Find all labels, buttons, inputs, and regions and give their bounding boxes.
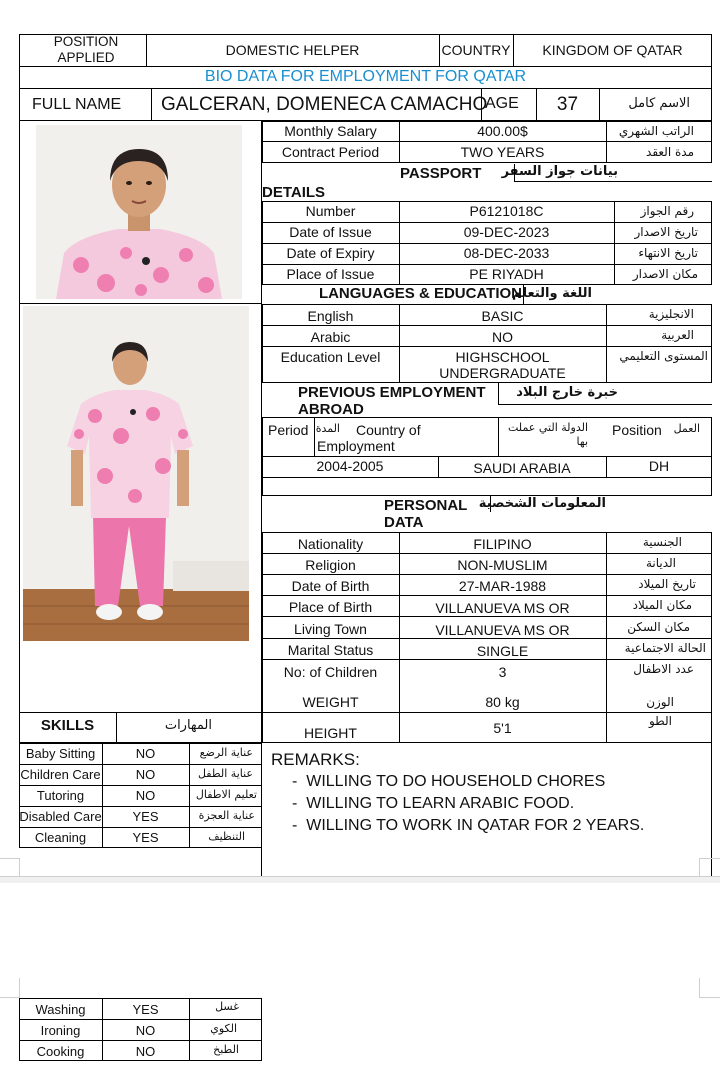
remarks-title: REMARKS:	[271, 750, 360, 769]
languages-title: LANGUAGES & EDUCATION	[318, 285, 522, 302]
remarks-bullet: -	[292, 773, 307, 790]
remarks-bullet: -	[292, 795, 307, 812]
marital-status-ar: الحالة الاجتماعية	[624, 641, 706, 655]
employment-col-period: Period	[268, 422, 309, 438]
skill-children-care-ar: عناية الطفل	[197, 767, 253, 780]
personal-title: PERSONAL DATA	[384, 497, 468, 531]
english-ar: الانجليزية	[648, 307, 694, 321]
weight-label: WEIGHT	[302, 694, 359, 710]
religion-ar: الديانة	[645, 556, 676, 570]
employment-col-country-ar: الدولة التي عملت بها	[508, 421, 588, 448]
period-ar: مدة العقد	[646, 145, 694, 159]
skill-cleaning-ar: التنظيف	[208, 830, 245, 843]
skill-tutoring-value: NO	[135, 788, 156, 803]
expiry-date-ar: تاريخ الانتهاء	[638, 246, 698, 260]
page-gap	[0, 877, 720, 883]
skill-washing-ar: غسل	[215, 1000, 239, 1013]
languages-title-ar: اللغة والتعلم	[512, 286, 592, 301]
skill-disabled-care-label: Disabled Care	[19, 809, 102, 824]
employment-col-period-ar: المدة	[315, 422, 340, 435]
skill-children-care-label: Children Care	[20, 767, 101, 782]
skill-baby-sitting-ar: عناية الرضع	[199, 746, 253, 759]
issue-date-value: 09-DEC-2023	[463, 224, 550, 240]
remarks-item	[292, 795, 574, 813]
full-name-label: FULL NAME	[32, 96, 122, 113]
salary-value: 400.00$	[477, 123, 528, 139]
employment-col-position-ar: العمل	[673, 422, 700, 435]
arabic-value: NO	[492, 329, 513, 345]
employment-title: PREVIOUS EMPLOYMENT ABROAD	[298, 384, 486, 418]
pob-value: VILLANUEVA MS OR	[435, 600, 570, 616]
full-body-photo	[23, 306, 249, 641]
pob-label: Place of Birth	[288, 599, 373, 615]
education-label: Education Level	[280, 349, 381, 365]
dob-value: 27-MAR-1988	[458, 578, 547, 594]
nationality-label: Nationality	[297, 536, 364, 552]
headshot-photo	[36, 125, 242, 299]
passport-number-ar: رقم الجواز	[640, 204, 694, 218]
personal-title-ar: المعلومات الشخصية	[478, 496, 606, 511]
employment-country-value: SAUDI ARABIA	[473, 460, 571, 476]
issue-date-ar: تاريخ الاصدار	[634, 225, 698, 239]
remarks-text: WILLING TO WORK IN QATAR FOR 2 YEARS.	[306, 817, 645, 834]
passport-number-value: P6121018C	[469, 203, 544, 219]
skill-washing-label: Washing	[35, 1002, 86, 1017]
children-label: No: of Children	[283, 664, 378, 680]
english-label: English	[307, 308, 354, 324]
expiry-date-value: 08-DEC-2033	[463, 245, 550, 261]
religion-value: NON-MUSLIM	[457, 557, 548, 573]
skill-children-care-value: NO	[135, 767, 156, 782]
employment-title-ar: خبرة خارج البلاد	[516, 385, 618, 400]
remarks-bullet: -	[292, 817, 307, 834]
weight-value: 80 kg	[485, 694, 520, 710]
skill-ironing-value: NO	[135, 1023, 156, 1038]
nationality-ar: الجنسية	[642, 535, 682, 549]
living-town-ar: مكان السكن	[627, 620, 690, 634]
issue-date-label: Date of Issue	[289, 224, 372, 240]
passport-number-label: Number	[305, 203, 356, 219]
marital-status-label: Marital Status	[287, 642, 374, 658]
country-value: KINGDOM OF QATAR	[542, 42, 683, 58]
arabic-label: Arabic	[310, 329, 351, 345]
position-value: DOMESTIC HELPER	[225, 42, 360, 58]
skill-ironing-label: Ironing	[40, 1023, 81, 1038]
remarks-text: WILLING TO DO HOUSEHOLD CHORES	[306, 773, 606, 790]
skill-washing-value: YES	[132, 1002, 159, 1017]
skills-title-ar: المهارات	[164, 718, 212, 733]
english-value: BASIC	[481, 308, 524, 324]
employment-col-position: Position	[612, 422, 662, 438]
period-value: TWO YEARS	[460, 144, 545, 160]
religion-label: Religion	[305, 557, 356, 573]
arabic-ar: العربية	[661, 328, 694, 342]
issue-place-ar: مكان الاصدار	[632, 267, 698, 281]
issue-place-value: PE RIYADH	[469, 266, 544, 282]
height-value: 5'1	[493, 720, 512, 736]
children-ar: عدد الاطفال	[633, 662, 694, 676]
pob-ar: مكان الميلاد	[632, 598, 692, 612]
remarks-item	[292, 773, 605, 791]
education-ar: المستوى التعليمي	[619, 349, 708, 363]
skill-cleaning-label: Cleaning	[34, 830, 87, 845]
height-label: HEIGHT	[304, 725, 357, 741]
children-value: 3	[498, 664, 507, 680]
employment-col-country: Country of Employment	[317, 422, 421, 454]
dob-ar: تاريخ الميلاد	[638, 577, 696, 591]
weight-ar: الوزن	[646, 695, 674, 709]
skill-baby-sitting-value: NO	[135, 746, 156, 761]
skill-disabled-care-ar: عناية العجزة	[198, 809, 255, 822]
remarks-item	[292, 817, 644, 835]
education-value: HIGHSCHOOL UNDERGRADUATE	[439, 349, 566, 381]
salary-label: Monthly Salary	[284, 123, 377, 139]
full-name-value: GALCERAN, DOMENECA CAMACHO	[161, 94, 488, 115]
marital-status-value: SINGLE	[476, 643, 529, 659]
passport-title-ar: بيانات جواز السفر	[501, 164, 618, 179]
nationality-value: FILIPINO	[473, 536, 532, 552]
skill-baby-sitting-label: Baby Sitting	[25, 746, 96, 761]
skill-tutoring-label: Tutoring	[36, 788, 85, 803]
remarks-text: WILLING TO LEARN ARABIC FOOD.	[306, 795, 575, 812]
document-title: BIO DATA FOR EMPLOYMENT FOR QATAR	[204, 68, 527, 85]
position-applied-label: POSITION APPLIED	[53, 34, 119, 65]
age-value: 37	[556, 94, 579, 115]
full-name-ar: الاسم كامل	[628, 96, 690, 111]
skill-ironing-ar: الكوي	[210, 1022, 237, 1035]
issue-place-label: Place of Issue	[286, 266, 375, 282]
living-town-label: Living Town	[294, 621, 367, 637]
skill-cooking-label: Cooking	[36, 1044, 85, 1059]
skill-disabled-care-value: YES	[132, 809, 159, 824]
expiry-date-label: Date of Expiry	[286, 245, 375, 261]
employment-period-value: 2004-2005	[316, 458, 384, 474]
employment-position-value: DH	[648, 458, 670, 474]
country-label: COUNTRY	[441, 42, 511, 58]
skills-title: SKILLS	[40, 717, 95, 734]
age-label: AGE	[485, 95, 519, 112]
skill-tutoring-ar: تعليم الاطفال	[195, 788, 257, 801]
skill-cooking-ar: الطبخ	[213, 1043, 239, 1056]
skill-cooking-value: NO	[135, 1044, 156, 1059]
skill-cleaning-value: YES	[132, 830, 159, 845]
salary-ar: الراتب الشهري	[618, 124, 694, 138]
period-label: Contract Period	[281, 144, 380, 160]
passport-title: PASSPORT DETAILS	[262, 165, 482, 201]
living-town-value: VILLANUEVA MS OR	[435, 622, 570, 638]
dob-label: Date of Birth	[291, 578, 370, 594]
height-ar: الطو	[648, 714, 672, 728]
